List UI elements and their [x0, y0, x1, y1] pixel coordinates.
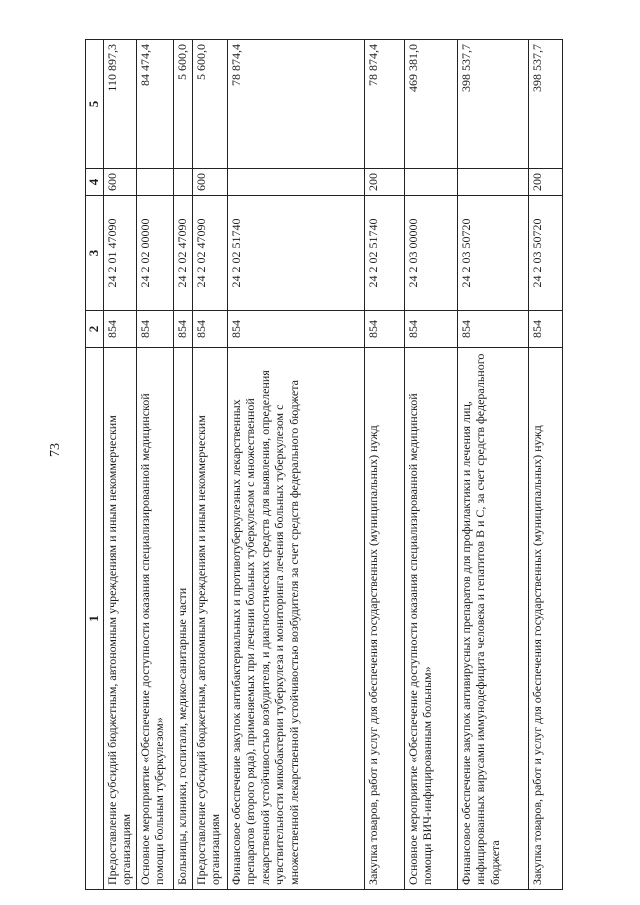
row-vr: 200: [529, 169, 563, 196]
row-vr: 200: [365, 169, 405, 196]
row-ministry: 854: [193, 311, 228, 348]
header-cell: 2: [86, 311, 104, 348]
row-name: Закупка товаров, работ и услуг для обеспечения государственных (муниципальных) нужд: [529, 348, 563, 890]
header-cell: 5: [86, 40, 104, 169]
table-row: [193, 40, 228, 890]
row-name: Финансовое обеспечение закупок антивирусных препаратов для профилактики и лечения лиц, инфицированных вирусами иммунодефицита человека и гепатитов B и C, за счет средств федерального бюджета: [458, 348, 529, 890]
row-sum: 78 874,4: [365, 40, 405, 169]
row-name: Предоставление субсидий бюджетным, автономным учреждениям и иным некоммерческим организациям: [104, 348, 137, 890]
table-row: [529, 40, 563, 890]
table-row: [228, 40, 365, 890]
row-ministry: 854: [137, 311, 174, 348]
row-vr: [174, 169, 193, 196]
row-code: 24 2 02 47090: [174, 196, 193, 311]
rotated-table-wrapper: [85, 40, 549, 890]
row-sum: 5 600,0: [193, 40, 228, 169]
row-name: Основное мероприятие «Обеспечение доступности оказания специализированной медицинской помощи больным туберкулезом»: [137, 348, 174, 890]
row-ministry: 854: [174, 311, 193, 348]
row-ministry: 854: [365, 311, 405, 348]
row-name: Финансовое обеспечение закупок антибактериальных и противотуберкулезных лекарственных препаратов (второго ряда), применяемых при лечении больных туберкулезом с множественной лекарственной устойчивостью возбудителя, и диагностических средств для выявления, определения чувствительности микобактерии туберкулеза и мониторинга лечения больных туберкулезом с множественной лекарственной устойчивостью возбудителя за счет средств федерального бюджета: [228, 348, 365, 890]
row-sum: 398 537,7: [458, 40, 529, 169]
row-code: 24 2 02 51740: [365, 196, 405, 311]
page-number: 73: [48, 443, 63, 457]
row-sum: 110 897,3: [104, 40, 137, 169]
row-ministry: 854: [458, 311, 529, 348]
row-code: 24 2 03 50720: [529, 196, 563, 311]
header-cell: 3: [86, 196, 104, 311]
row-vr: [458, 169, 529, 196]
row-ministry: 854: [529, 311, 563, 348]
row-sum: 469 381,0: [405, 40, 458, 169]
table-row: [405, 40, 458, 890]
row-vr: 600: [193, 169, 228, 196]
row-code: 24 2 03 00000: [405, 196, 458, 311]
row-code: 24 2 02 00000: [137, 196, 174, 311]
row-code: 24 2 01 47090: [104, 196, 137, 311]
row-vr: 600: [104, 169, 137, 196]
row-sum: 5 600,0: [174, 40, 193, 169]
row-sum: 84 474,4: [137, 40, 174, 169]
table-row: [137, 40, 174, 890]
row-vr: [228, 169, 365, 196]
row-code: 24 2 02 51740: [228, 196, 365, 311]
row-ministry: 854: [405, 311, 458, 348]
row-sum: 398 537,7: [529, 40, 563, 169]
header-cell: 4: [86, 169, 104, 196]
row-code: 24 2 02 47090: [193, 196, 228, 311]
row-name: Закупка товаров, работ и услуг для обеспечения государственных (муниципальных) нужд: [365, 348, 405, 890]
row-vr: [137, 169, 174, 196]
table-row: [365, 40, 405, 890]
row-name: Больницы, клиники, госпитали, медико-санитарные части: [174, 348, 193, 890]
row-vr: [405, 169, 458, 196]
table-row: [174, 40, 193, 890]
row-name: Предоставление субсидий бюджетным, автономным учреждениям и иным некоммерческим организациям: [193, 348, 228, 890]
table-row: [104, 40, 137, 890]
row-sum: 78 874,4: [228, 40, 365, 169]
budget-table: [85, 39, 563, 890]
row-code: 24 2 03 50720: [458, 196, 529, 311]
header-cell: 1: [86, 348, 104, 890]
row-ministry: 854: [228, 311, 365, 348]
table-row: [458, 40, 529, 890]
header-row: [86, 40, 104, 890]
row-ministry: 854: [104, 311, 137, 348]
row-name: Основное мероприятие «Обеспечение доступности оказания специализированной медицинской помощи ВИЧ-инфицированным больным»: [405, 348, 458, 890]
